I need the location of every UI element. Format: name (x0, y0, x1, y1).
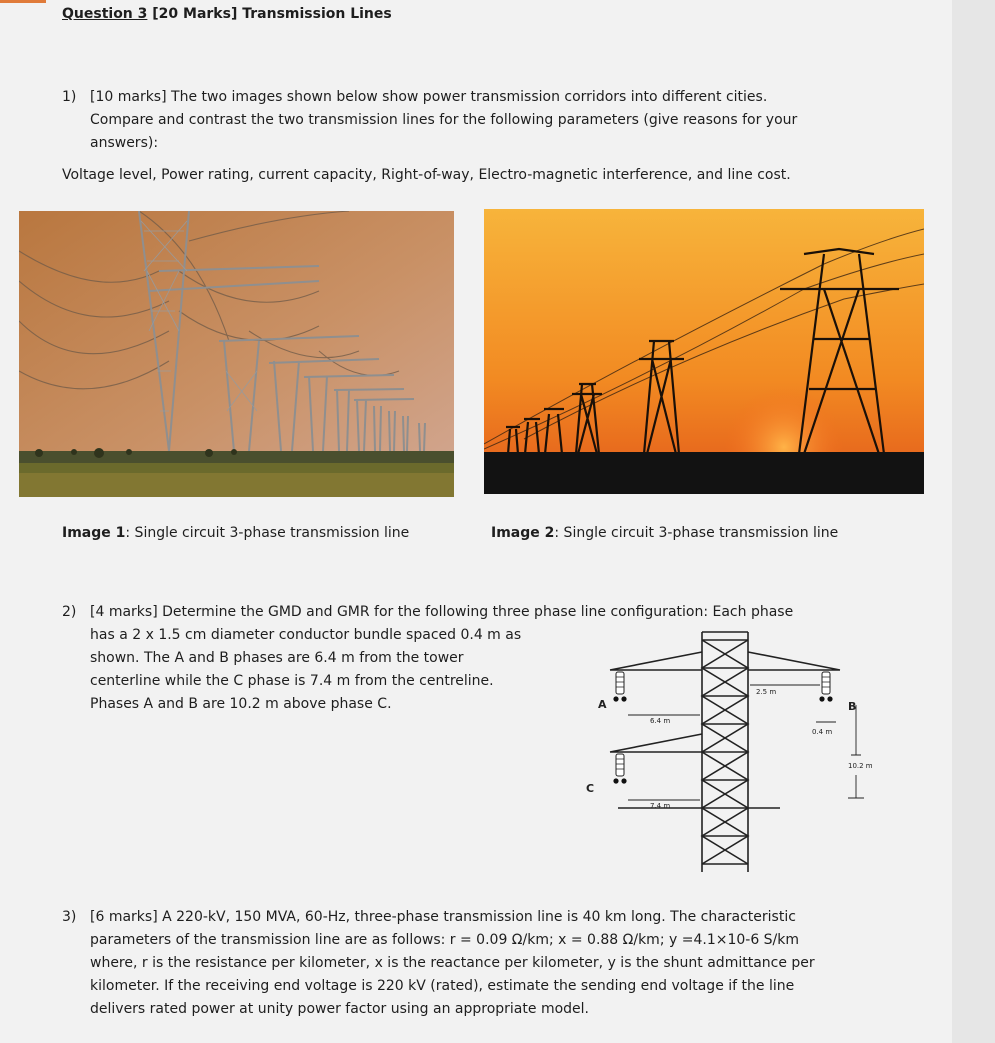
part2-number: 2) (62, 604, 77, 620)
part1-line3: answers): (90, 135, 159, 151)
transmission-photo-1 (19, 211, 454, 497)
part1-number: 1) (62, 89, 77, 105)
question-topic: Transmission Lines (242, 6, 392, 22)
image2-caption-text: : Single circuit 3-phase transmission line (554, 525, 839, 541)
phase-b-label: B (848, 700, 857, 713)
part3-line2: parameters of the transmission line are as follows: r = 0.09 Ω/km; x = 0.88 Ω/km; y =4.1×10-6 S/km (90, 932, 800, 948)
part2-line3: shown. The A and B phases are 6.4 m from the tower (90, 650, 464, 666)
part3-line3: where, r is the resistance per kilometer, x is the reactance per kilometer, y is the shunt admittance per (90, 955, 815, 971)
image1-label: Image 1 (62, 525, 126, 541)
phase-c-label: C (586, 782, 595, 795)
image2-caption (491, 525, 838, 541)
part2-line4: centerline while the C phase is 7.4 m from the centreline. (90, 673, 494, 689)
part3-line5: delivers rated power at unity power factor using an appropriate model. (90, 1001, 589, 1017)
part1-line1: [10 marks] The two images shown below show power transmission corridors into different cities. (90, 89, 768, 105)
part2-line1: [4 marks] Determine the GMD and GMR for the following three phase line configuration: Each phase (90, 604, 794, 620)
tower-diagram (580, 630, 900, 875)
right-margin-strip (952, 0, 995, 1043)
part1-parameters: Voltage level, Power rating, current capacity, Right-of-way, Electro-magnetic interference, and line cost. (62, 167, 791, 183)
dimension-7-4m: 7.4 m (650, 802, 671, 810)
image1-caption (62, 525, 409, 541)
dimension-0-4m: 0.4 m (812, 728, 833, 736)
part1-text (90, 86, 797, 155)
image2-label: Image 2 (491, 525, 555, 541)
top-accent-bar (0, 0, 46, 3)
part2-line5: Phases A and B are 10.2 m above phase C. (90, 696, 392, 712)
part3-number: 3) (62, 909, 77, 925)
question-title (62, 6, 392, 22)
part3-line1: [6 marks] A 220-kV, 150 MVA, 60-Hz, three-phase transmission line is 40 km long. The characteristic (90, 909, 796, 925)
question-number: Question 3 (62, 6, 148, 22)
dimension-2-5m: 2.5 m (756, 688, 777, 696)
dimension-6-4m: 6.4 m (650, 717, 671, 725)
image1-caption-text: : Single circuit 3-phase transmission line (125, 525, 410, 541)
part1-line2: Compare and contrast the two transmission lines for the following parameters (give reasons for your (90, 112, 798, 128)
part3-text (90, 906, 815, 1021)
part3-line4: kilometer. If the receiving end voltage is 220 kV (rated), estimate the sending end voltage if the line (90, 978, 795, 994)
transmission-photo-2 (484, 209, 924, 494)
phase-a-label: A (598, 698, 607, 711)
part2-line2: has a 2 x 1.5 cm diameter conductor bundle spaced 0.4 m as (90, 627, 522, 643)
question-marks: [20 Marks] (152, 6, 238, 22)
dimension-10-2m: 10.2 m (848, 762, 873, 770)
